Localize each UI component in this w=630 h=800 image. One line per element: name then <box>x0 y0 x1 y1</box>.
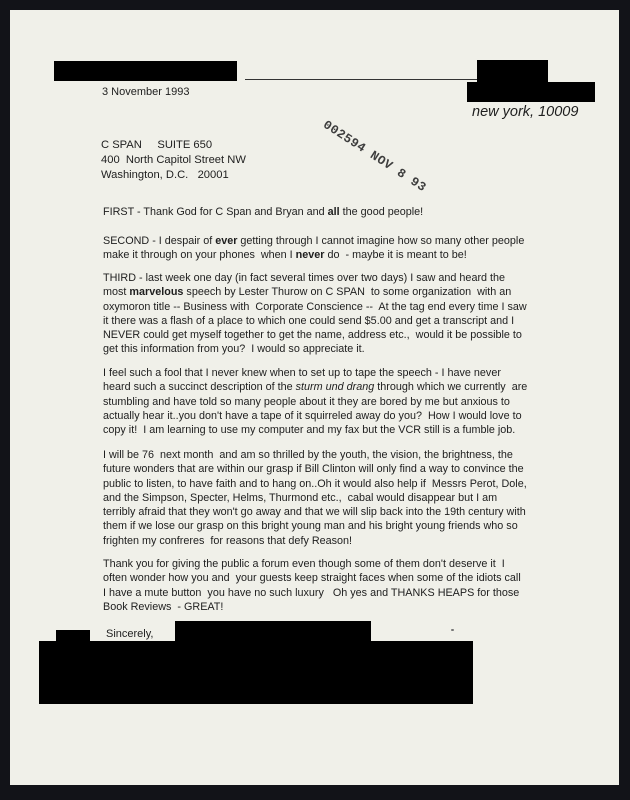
paragraph-third <box>103 271 527 357</box>
body-line: future wonders that are within our grasp if Bill Clinton will only find a way to convince the <box>103 463 524 476</box>
redacted-sender-block <box>39 641 473 704</box>
body-line: heard such a succinct description of the sturm und drang through which we currently are <box>103 381 528 394</box>
body-line: copy it! I am learning to use my computer and my fax but the VCR still is a fumble job. <box>103 424 516 437</box>
address-line: Washington, D.C. 20001 <box>101 169 229 181</box>
body-line: oxymoron title -- Business with Corporate Conscience -- At the tag end every time I saw <box>103 300 527 313</box>
body-line: Book Reviews - GREAT! <box>103 600 224 613</box>
body-line: NEVER could get myself together to get the name, address etc., would it be possible to <box>103 329 522 342</box>
letter-page <box>10 10 619 785</box>
sender-city: new york, 10009 <box>472 104 579 120</box>
paragraph-first <box>103 205 423 219</box>
body-line: and the Simpson, Specter, Helms, Thurmond etc., cabal would disappear but I am <box>103 491 498 504</box>
body-line: often wonder how you and your guests keep straight faces when some of the idiots call <box>103 572 521 585</box>
body-line: FIRST - Thank God for C Span and Bryan and all the good people! <box>103 206 424 218</box>
paragraph-fifth <box>103 448 527 548</box>
redacted-header-right <box>467 82 595 102</box>
address-line: 400 North Capitol Street NW <box>101 154 246 166</box>
letterhead-rule <box>245 79 488 80</box>
body-line: I will be 76 next month and am so thrilled by the youth, the vision, the brightness, the <box>103 449 513 461</box>
body-line: Thank you for giving the public a forum even though some of them don't deserve it I <box>103 558 505 570</box>
redacted-header-left <box>54 61 237 81</box>
body-line: terribly afraid that they won't go away and that we will slip back into the 19th century with <box>103 506 526 519</box>
body-line: public to listen, to have faith and to hang on..Oh it would also help if Messrs Perot, Dole, <box>103 477 527 490</box>
paragraph-fourth <box>103 366 527 437</box>
body-line: most marvelous speech by Lester Thurow on C SPAN to some organization with an <box>103 286 512 299</box>
paragraph-sixth <box>103 557 521 614</box>
body-line: it there was a flash of a place to which one could send $5.00 and get a transcript and I <box>103 314 515 327</box>
body-line: get this information from you? I would so appreciate it. <box>103 343 365 356</box>
received-date-stamp: 002594 NOV 8 93 <box>320 118 429 196</box>
body-line: make it through on your phones when I never do - maybe it is meant to be! <box>103 249 467 262</box>
body-line: I have a mute button you have no such luxury Oh yes and THANKS HEAPS for those <box>103 586 520 599</box>
body-line: I feel such a fool that I never knew when to set up to tape the speech - I have never <box>103 367 501 379</box>
paragraph-second <box>103 234 524 263</box>
recipient-address <box>101 138 246 183</box>
body-line: SECOND - I despair of ever getting through I cannot imagine how so many other people <box>103 235 525 247</box>
body-line: actually hear it..you don't have a tape of it squirreled away do you? How I would love to <box>103 409 522 422</box>
body-line: stumbling and have told so many people about it they are bored by me but anxious to <box>103 395 510 408</box>
address-line: C SPAN SUITE 650 <box>101 139 213 151</box>
body-line: THIRD - last week one day (in fact several times over two days) I saw and heard the <box>103 272 506 284</box>
letter-date: 3 November 1993 <box>102 86 190 98</box>
body-line: frighten my confreres for reasons that defy Reason! <box>103 534 353 547</box>
redacted-header-right-top <box>477 60 548 84</box>
paper-speck <box>451 629 454 631</box>
body-line: them if we lose our grasp on this bright young man and his bright young friends who so <box>103 520 518 533</box>
closing-salutation: Sincerely, <box>106 628 154 640</box>
